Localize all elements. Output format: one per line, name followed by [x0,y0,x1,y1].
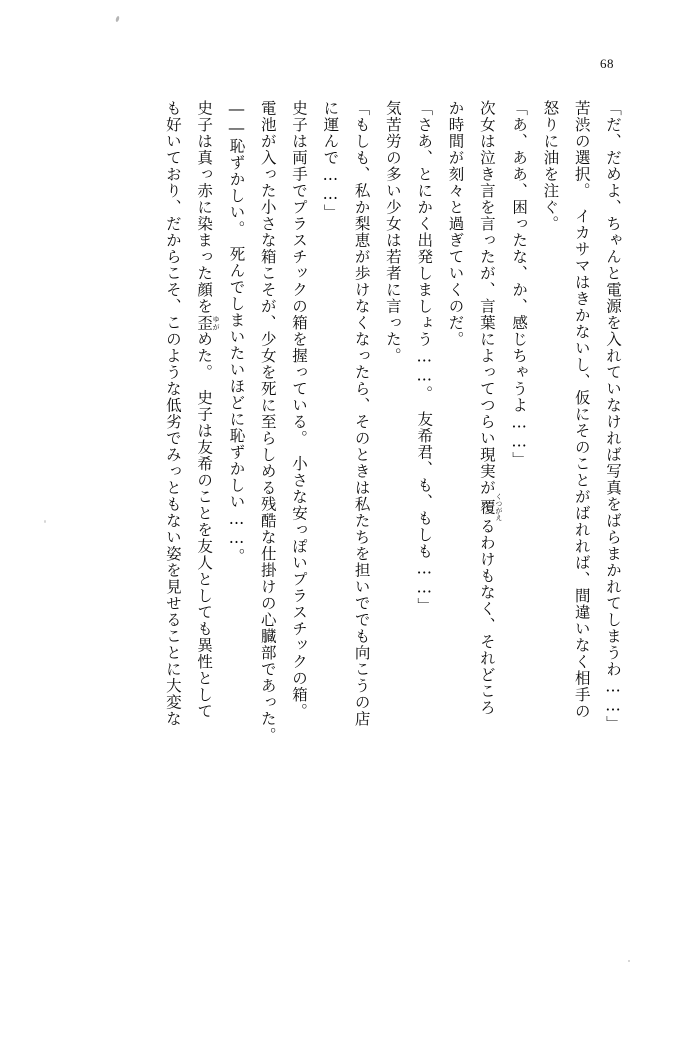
paragraph: 次女は泣き言を言ったが、言葉によってつらい現実が覆 くつがえるわけもなく、それどころ [477,100,503,716]
ruby-annotation: 歪 ゆが [195,314,221,331]
body-text [68,100,628,970]
paragraph: 苦渋の選択。 イカサマはきかないし、仮にそのことがばれれば、間違いなく相手の [572,100,591,720]
paragraph: ――恥ずかしい。 死んでしまいたいほどに恥ずかしい……。 [227,100,246,565]
paragraph: 気苦労の多い少女は若者に言った。 [383,100,402,364]
paragraph: 「もしも、私か梨恵が歩けなくなったら、そのときは私たちを担いででも向こうの店 [352,100,371,727]
paragraph: 「あ、ああ、困ったな、か、感じちゃうよ……」 [510,100,529,468]
scan-speck [115,16,120,23]
paragraph: 怒りに油を注ぐ。 [541,100,560,232]
paragraph: も好いており、だからこそ、このような低劣でみっともない姿を見せることに大変な [163,100,182,727]
paragraph: か時間が刻々と過ぎていくのだ。 [446,100,465,348]
paragraph: 史子は真っ赤に染まった顔を歪 ゆがめた。 史子は友希のことを友人としても異性として [195,100,221,720]
paragraph: 「だ、だめよ、ちゃんと電源を入れていなければ写真をばらまかれてしまうわ……」 [604,100,622,732]
paragraph: 「さあ、とにかく出発しましょう……。 友希君、も、もしも……」 [415,100,434,614]
scan-speck [628,960,630,962]
paragraph: 電池が入った小さな箱こそが、少女を死に至らしめる残酷な仕掛けの心臓部であった。 [258,100,277,744]
paragraph: に運んで……」 [321,100,340,221]
paragraph: 史子は両手でプラスチックの箱を握っている。 小さな安っぽいプラスチックの箱。 [290,100,309,720]
scan-speck [44,520,46,523]
page-number: 68 [600,56,614,71]
ruby-annotation: 覆 くつがえ [477,493,503,521]
